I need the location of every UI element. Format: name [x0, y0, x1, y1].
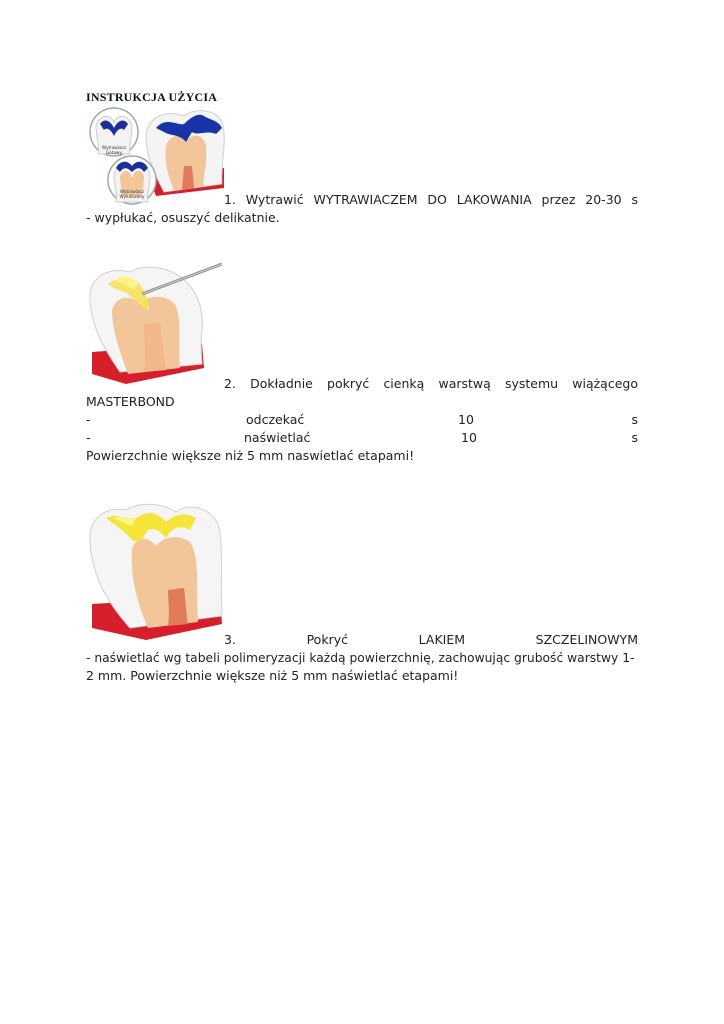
step2-row-cure: - naświetlać 10 s [86, 430, 638, 445]
circle-label-top-1: Wytrawiacz [101, 145, 127, 150]
step1-line1: 1. Wytrawić WYTRAWIACZEM DO LAKOWANIA przez 20-30 s [224, 192, 638, 207]
step2-row-wait: - odczekać 10 s [86, 412, 638, 427]
circle-label-top-2: Gotowy [106, 150, 122, 155]
circle-label-bottom-2: Wyłukiwany [119, 194, 145, 199]
step3-line2: - naświetlać wg tabeli polimeryzacji każdą powierzchnię, zachowując grubość warstwy 1- [86, 651, 635, 665]
circle-label-bottom-1: Wytrawiacz [119, 189, 145, 194]
step3-line3: 2 mm. Powierzchnie większe niż 5 mm naświetlać etapami! [86, 668, 459, 683]
step2-note: Powierzchnie większe niż 5 mm naswietlać etapami! [86, 448, 415, 463]
step3-line1: 3. Pokryć LAKIEM SZCZELINOWYM [224, 632, 638, 647]
step2-line2: MASTERBOND [86, 394, 175, 409]
step2-line1: 2. Dokładnie pokryć cienką warstwą systemu wiążącego [224, 376, 638, 391]
step1-line2: - wypłukać, osuszyć delikatnie. [86, 210, 280, 225]
page-title: INSTRUKCJA UŻYCIA [86, 90, 218, 104]
sealant-illustration [86, 500, 226, 642]
etching-illustration [86, 106, 226, 206]
bonding-illustration [86, 260, 226, 386]
